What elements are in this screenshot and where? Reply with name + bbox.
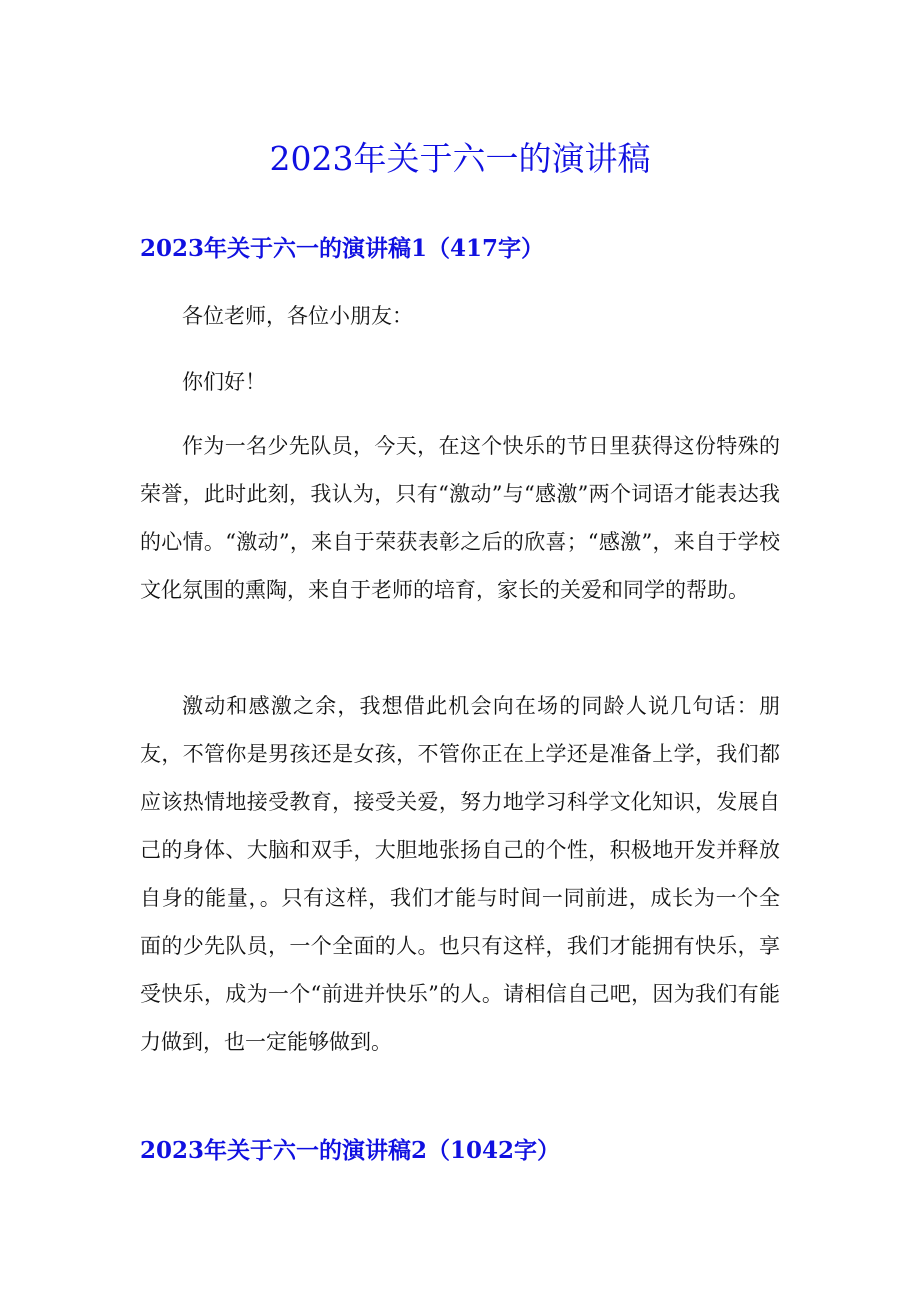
section-1-heading: 2023年关于六一的演讲稿1（417字） (140, 235, 545, 262)
section-2-heading: 2023年关于六一的演讲稿2（1042字） (140, 1137, 561, 1164)
paragraph-2: 激动和感激之余，我想借此机会向在场的同龄人说几句话：朋友，不管你是男孩还是女孩，不管你正在上学还是准备上学，我们都应该热情地接受教育，接受关爱，努力地学习科学文化知识，发展自己的身体、大脑和双手，大胆地张扬自己的个性，积极地开发并释放自身的能量，。只有这样，我们才能与时间一同前进，成长为一个全面的少先队员，一个全面的人。也只有这样，我们才能拥有快乐，享受快乐，成为一个“前进并快乐”的人。请相信自己吧，因为我们有能力做到，也一定能够做到。 (140, 694, 780, 1054)
salutation: 各位老师，各位小朋友： (182, 304, 413, 328)
paragraph-1: 作为一名少先队员，今天，在这个快乐的节日里获得这份特殊的荣誉，此时此刻，我认为，只有“激动”与“感激”两个词语才能表达我的心情。“激动”，来自于荣获表彰之后的欣喜；“感激”，来自于学校文化氛围的熏陶，来自于老师的培育，家长的关爱和同学的帮助。 (140, 434, 780, 602)
greeting: 你们好！ (182, 370, 266, 394)
document-title: 2023年关于六一的演讲稿 (269, 139, 651, 178)
